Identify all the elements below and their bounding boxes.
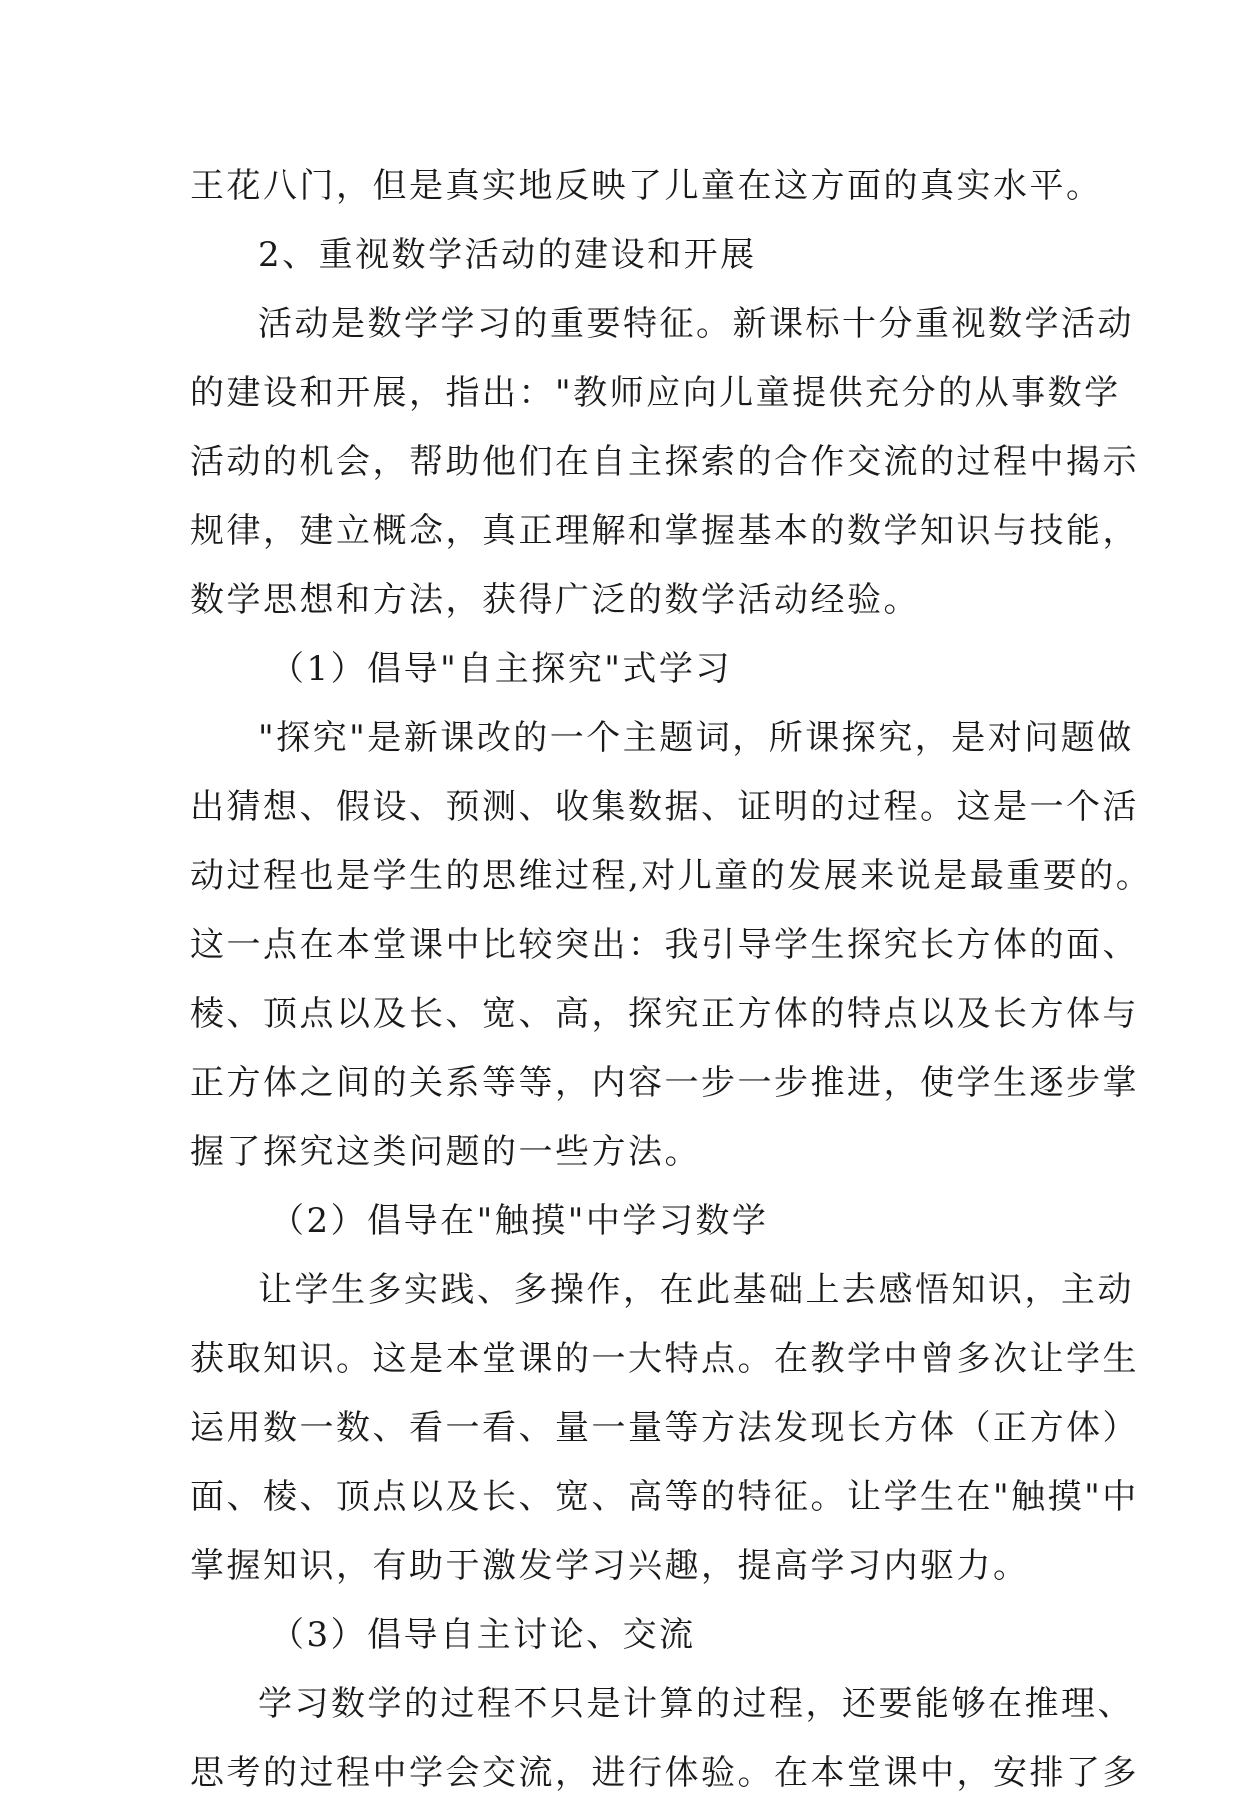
section-heading: 2、重视数学活动的建设和开展 <box>258 235 757 275</box>
text-line: 活动是数学学习的重要特征。新课标十分重视数学活动 <box>258 304 1134 344</box>
text-line: 面、棱、顶点以及长、宽、高等的特征。让学生在"触摸"中 <box>190 1477 1139 1517</box>
text-line: 学习数学的过程不只是计算的过程，还要能够在推理、 <box>258 1684 1134 1724</box>
text-line: 正方体之间的关系等等，内容一步一步推进，使学生逐步掌 <box>190 1063 1139 1103</box>
text-line: 思考的过程中学会交流，进行体验。在本堂课中，安排了多 <box>190 1753 1139 1793</box>
text-line: 的建设和开展，指出："教师应向儿童提供充分的从事数学 <box>190 373 1121 413</box>
text-line: 动过程也是学生的思维过程,对儿童的发展来说是最重要的。 <box>190 856 1153 896</box>
text-line: 让学生多实践、多操作，在此基础上去感悟知识，主动 <box>258 1270 1134 1310</box>
text-line: 出猜想、假设、预测、收集数据、证明的过程。这是一个活 <box>190 787 1139 827</box>
text-line: "探究"是新课改的一个主题词，所课探究，是对问题做 <box>258 718 1134 758</box>
text-line: 棱、顶点以及长、宽、高，探究正方体的特点以及长方体与 <box>190 994 1139 1034</box>
text-line: 获取知识。这是本堂课的一大特点。在教学中曾多次让学生 <box>190 1339 1139 1379</box>
subsection-heading: （2）倡导在"触摸"中学习数学 <box>270 1201 769 1241</box>
text-line: 掌握知识，有助于激发学习兴趣，提高学习内驱力。 <box>190 1546 1030 1586</box>
text-line: 王花八门，但是真实地反映了儿童在这方面的真实水平。 <box>190 166 1103 206</box>
subsection-heading: （3）倡导自主讨论、交流 <box>270 1615 696 1655</box>
text-line: 数学思想和方法，获得广泛的数学活动经验。 <box>190 580 920 620</box>
text-line: 活动的机会，帮助他们在自主探索的合作交流的过程中揭示 <box>190 442 1139 482</box>
text-line: 这一点在本堂课中比较突出：我引导学生探究长方体的面、 <box>190 925 1139 965</box>
text-line: 握了探究这类问题的一些方法。 <box>190 1132 701 1172</box>
text-line: 运用数一数、看一看、量一量等方法发现长方体（正方体） <box>190 1408 1139 1448</box>
text-line: 规律，建立概念，真正理解和掌握基本的数学知识与技能， <box>190 511 1139 551</box>
document-body <box>190 152 1153 1808</box>
subsection-heading: （1）倡导"自主探究"式学习 <box>270 649 732 689</box>
